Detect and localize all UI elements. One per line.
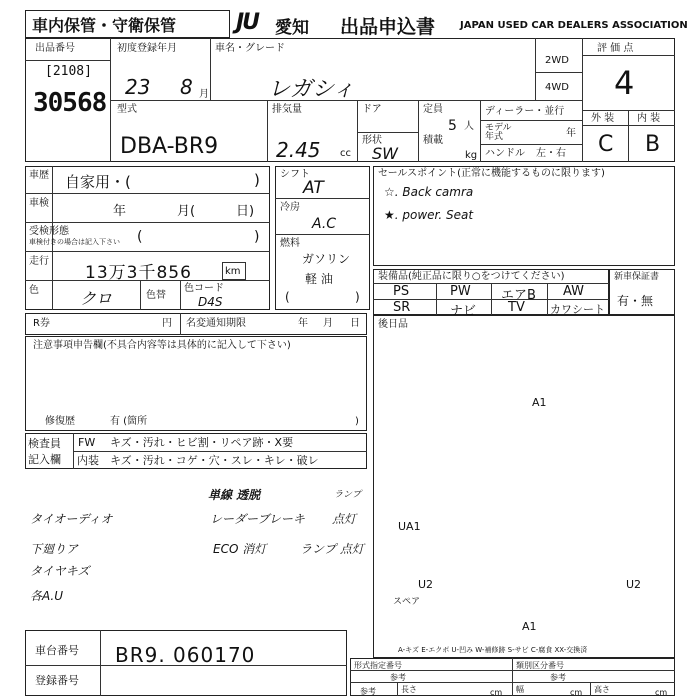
equip-aw: AW [563, 284, 585, 299]
remark-line-2b: 点灯 [332, 512, 357, 526]
registration-label: 初度登録年月 [117, 43, 177, 54]
displacement-unit: cc [340, 148, 351, 159]
capacity-unit: 人 [464, 121, 474, 132]
spec-ref-2: 参考 [550, 673, 566, 682]
registration-year: 23 [125, 75, 151, 99]
mileage-unit: km [225, 266, 241, 277]
interior-value: B [645, 132, 661, 157]
dealer-import-label: ディーラー・並行 [485, 106, 565, 117]
remark-line-6: タイヤキズ [30, 564, 90, 578]
fuel-paren-close: ) [355, 290, 360, 304]
equip-navi: ナビ [450, 304, 477, 319]
spare-label: スペア [393, 597, 421, 607]
spec-height-unit: cm [655, 688, 668, 697]
title-change-month: 月 [323, 318, 333, 329]
spec-ref-3: 参考 [360, 687, 376, 696]
spec-ref-1: 参考 [390, 673, 406, 682]
inspection-label: 車検 [29, 198, 49, 209]
fuel-paren-open: ( [285, 290, 290, 304]
interior-label: 内 装 [637, 113, 661, 124]
remark-line-3: タイオーディオ [30, 512, 113, 526]
color-code-label: 色コード [184, 283, 224, 294]
color-value: クロ [80, 289, 113, 308]
receive-paren-open: ( [137, 229, 143, 245]
mileage-value: 13万3千856 [85, 263, 192, 283]
remark-line-1: 単線 透脱 [208, 488, 261, 502]
damage-mark-right-rear: U2 [626, 578, 642, 591]
spec-width-unit: cm [570, 688, 583, 697]
equip-ps: PS [393, 284, 410, 299]
receive-sub: 車検付きの場合は記入下さい [29, 238, 120, 246]
inspector-label-1: 検査員 [28, 437, 61, 450]
spec-length-label: 長さ [401, 685, 417, 694]
fuel-gasoline: ガソリン [302, 252, 351, 266]
damage-mark-left: UA1 [398, 520, 421, 533]
registration-month-unit: 月 [199, 89, 209, 100]
chassis-label: 車台番号 [35, 644, 79, 657]
equip-pw: PW [450, 284, 471, 299]
repair-close: ) [355, 416, 359, 427]
model-value: DBA-BR9 [120, 134, 219, 159]
remark-line-2: レーダーブレーキ [210, 512, 305, 526]
drive-2wd: 2WD [545, 55, 569, 66]
repair-label: 修復歴 [45, 416, 75, 427]
spec-class-label: 類別区分番号 [516, 661, 564, 670]
inspector-row1: キズ・汚れ・ヒビ割・リペア跡・X要 [110, 436, 294, 449]
remark-line-5: ECO 消灯 [213, 542, 267, 556]
logo-region: 愛知 [275, 18, 309, 38]
inspector-inner: 内装 [77, 454, 99, 467]
sales-points-label: セールスポイント(正常に機能するものに限ります) [378, 168, 605, 179]
equip-tv: TV [508, 300, 525, 315]
title-change-day: 日 [350, 318, 360, 329]
receive-label: 受検形態 [29, 226, 69, 237]
sales-point-2: ★. power. Seat [384, 208, 474, 222]
rating-value: 4 [614, 64, 635, 102]
equip-power-seat: カワシート [550, 303, 605, 316]
recycle-unit: 円 [162, 318, 172, 329]
damage-mark-left-rear: U2 [418, 578, 434, 591]
registration-month: 8 [180, 75, 193, 99]
association-name: JAPAN USED CAR DEALERS ASSOCIATION [460, 20, 688, 31]
equip-sr: SR [393, 300, 411, 315]
aircon-value: A.C [312, 216, 337, 232]
car-name-value: レガシィ [268, 77, 355, 102]
storage-label: 車内保管・守衛保管 [32, 16, 177, 35]
remark-line-7: 各A.U [30, 589, 64, 603]
remark-line-1b: ランプ [334, 490, 362, 500]
lot-number: 30568 [33, 88, 107, 118]
lot-label: 出品番号 [35, 43, 75, 54]
recycle-label: R券 [33, 318, 50, 329]
history-value: 自家用・( [65, 173, 131, 191]
exterior-value: C [598, 132, 614, 157]
shift-value: AT [303, 178, 324, 198]
ju-logo: JU [236, 10, 259, 35]
spec-width-label: 幅 [516, 685, 524, 694]
capacity-label: 定員 [423, 104, 443, 115]
title-change-year: 年 [298, 318, 308, 329]
model-year-label: モデル 年式 [485, 123, 512, 142]
fuel-diesel: 軽 油 [305, 272, 333, 286]
remark-line-4: 下廻りア [30, 542, 79, 556]
load-unit: kg [465, 150, 478, 161]
chassis-value: BR9. 060170 [115, 643, 256, 667]
model-year-unit: 年 [566, 128, 576, 139]
fuel-label: 燃料 [280, 238, 300, 249]
rating-label: 評 価 点 [597, 43, 634, 54]
capacity-value: 5 [448, 118, 457, 134]
inspection-year: 年 [113, 204, 127, 219]
after-info-label: 後日品 [378, 319, 408, 330]
title-change-label: 名変通知期限 [186, 318, 246, 329]
inspector-row2: キズ・汚れ・コゲ・穴・スレ・キレ・破レ [110, 454, 319, 467]
warranty-options: 有・無 [617, 294, 654, 308]
door-label: ドア [362, 104, 382, 115]
body-shape-value: SW [372, 144, 398, 163]
color-change-label: 色替 [146, 290, 166, 301]
warranty-label: 新車保証書 [614, 272, 660, 282]
damage-mark-front: A1 [532, 396, 547, 409]
reg-no-label: 登録番号 [35, 674, 79, 687]
inspection-month: 月( [177, 204, 196, 219]
load-label: 積載 [423, 135, 443, 146]
damage-mark-rear: A1 [522, 620, 537, 633]
spec-type-label: 形式指定番号 [354, 661, 402, 670]
handle-label: ハンドル [485, 148, 525, 159]
model-label: 型式 [117, 104, 137, 115]
displacement-value: 2.45 [276, 138, 321, 162]
repair-value: 有 (箇所 [110, 416, 148, 427]
sales-point-1: ☆. Back camra [384, 185, 474, 199]
color-code-value: D4S [198, 295, 223, 309]
drive-4wd: 4WD [545, 82, 569, 93]
car-name-label: 車名・グレード [215, 43, 285, 54]
remark-line-5b: ランプ 点灯 [300, 542, 364, 556]
form-title: 出品申込書 [340, 16, 436, 38]
notes-label: 注意事項申告欄(不具合内容等は具体的に記入して下さい) [33, 340, 291, 351]
equip-airbag: エアB [501, 288, 536, 303]
inspector-fw: FW [78, 436, 96, 449]
displacement-label: 排気量 [272, 104, 302, 115]
spec-height-label: 高さ [594, 685, 610, 694]
inspection-day: 日) [236, 204, 255, 219]
inspector-label-2: 記入欄 [28, 453, 61, 466]
history-close: ) [254, 171, 260, 189]
lot-sub-number: [2108] [45, 64, 92, 79]
shift-label: シフト [280, 169, 310, 180]
handle-options: 左・右 [536, 148, 566, 159]
equipment-label: 装備品(純正品に限り○をつけてください) [378, 271, 565, 282]
body-shape-label: 形状 [362, 135, 382, 146]
spec-length-unit: cm [490, 688, 503, 697]
history-label: 車歴 [29, 170, 49, 181]
exterior-label: 外 装 [591, 113, 615, 124]
mileage-label: 走行 [29, 256, 49, 267]
damage-legend: A-キズ E-エクボ U-凹み W-補修跡 S-サビ C-腐食 XX-交換済 [398, 646, 588, 654]
color-label: 色 [29, 285, 39, 296]
aircon-label: 冷房 [280, 202, 300, 213]
receive-paren-close: ) [254, 229, 260, 245]
